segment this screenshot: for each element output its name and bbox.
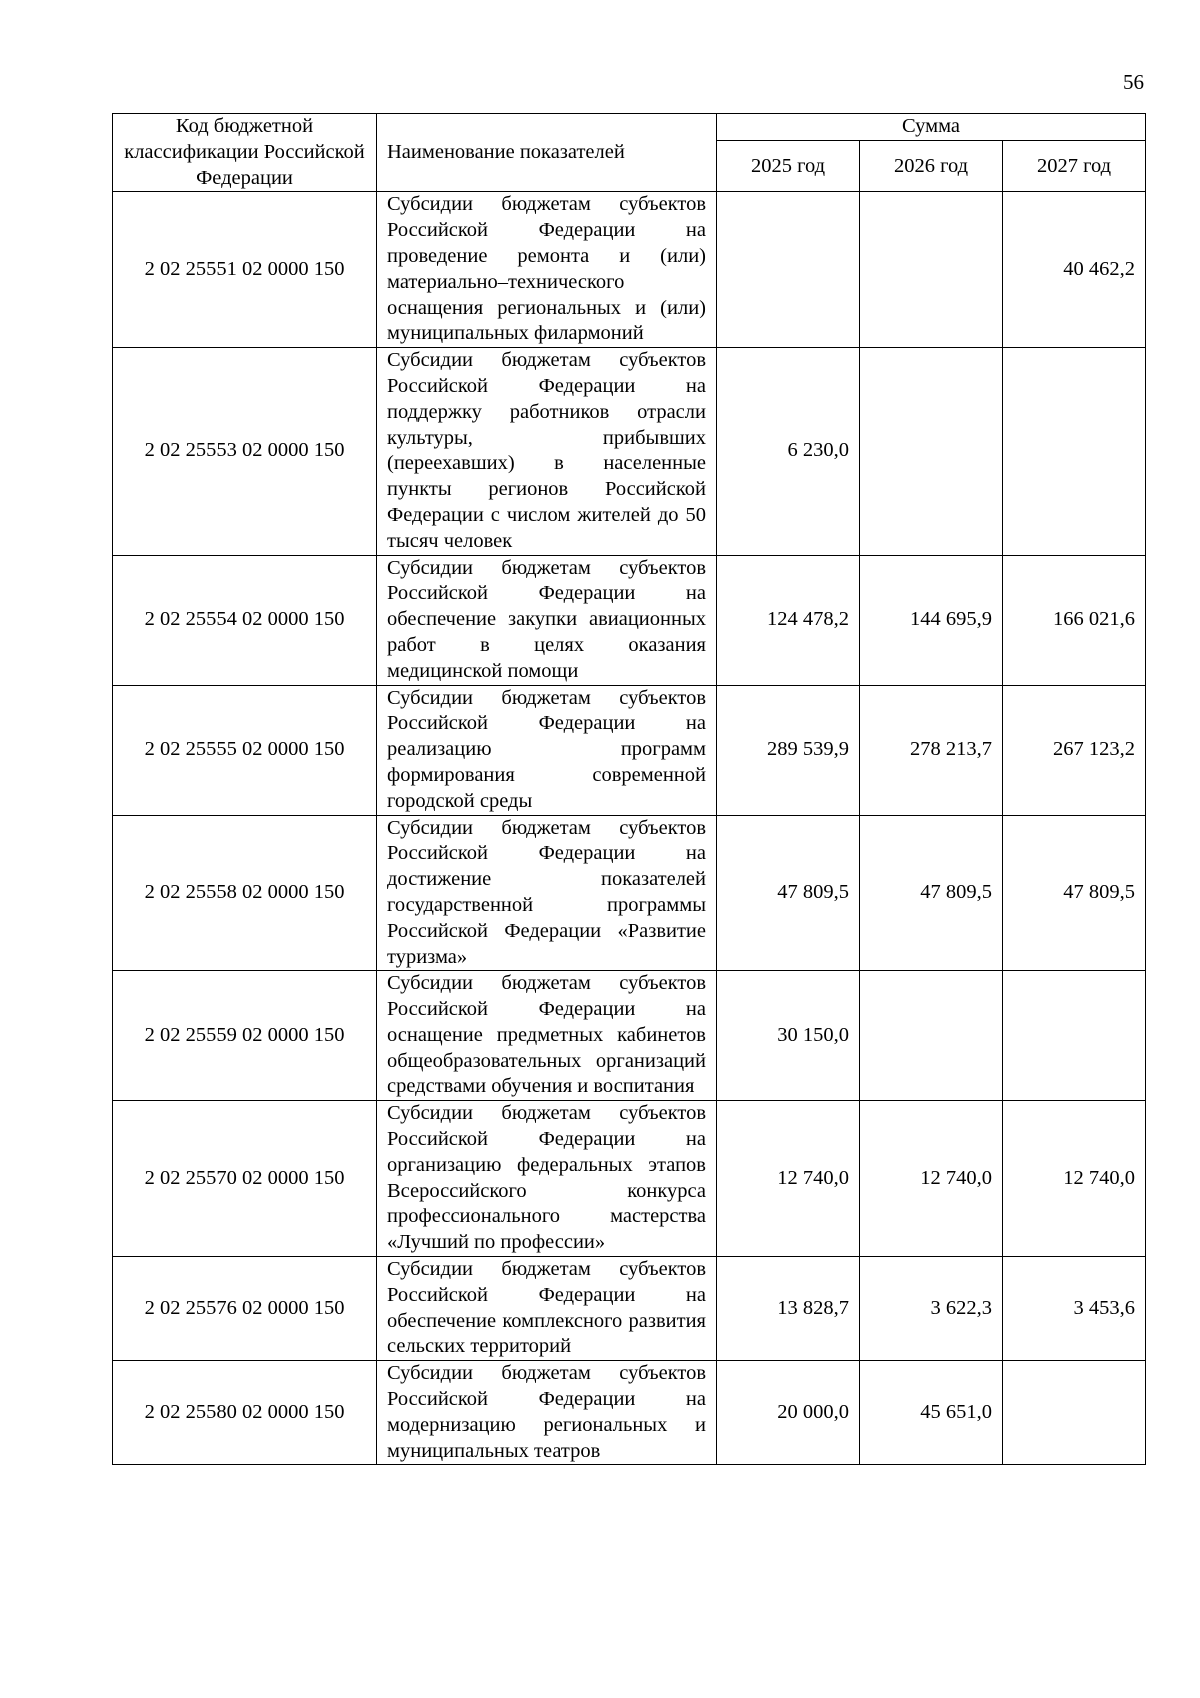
table-body (113, 192, 1146, 1465)
budget-code-cell: 2 02 25551 02 0000 150 (113, 192, 377, 348)
indicator-name-cell: Субсидии бюджетам субъектов Российской Федерации на модернизацию региональных и муниципальных театров (377, 1361, 717, 1465)
budget-code-cell: 2 02 25576 02 0000 150 (113, 1257, 377, 1361)
budget-table (112, 113, 1146, 1465)
table-row (113, 971, 1146, 1101)
budget-code-cell: 2 02 25580 02 0000 150 (113, 1361, 377, 1465)
amount-2025-cell: 289 539,9 (717, 685, 860, 815)
amount-2025-cell: 47 809,5 (717, 815, 860, 971)
budget-code-cell: 2 02 25559 02 0000 150 (113, 971, 377, 1101)
header-sum-column: Сумма (717, 114, 1146, 141)
amount-2025-cell (717, 192, 860, 348)
amount-2026-cell (860, 971, 1003, 1101)
amount-2027-cell (1003, 971, 1146, 1101)
amount-2027-cell: 267 123,2 (1003, 685, 1146, 815)
amount-2027-cell: 3 453,6 (1003, 1257, 1146, 1361)
indicator-name-cell: Субсидии бюджетам субъектов Российской Федерации на обеспечение комплексного развития сельских территорий (377, 1257, 717, 1361)
amount-2027-cell (1003, 348, 1146, 555)
indicator-name-cell: Субсидии бюджетам субъектов Российской Федерации на обеспечение закупки авиационных работ в целях оказания медицинской помощи (377, 555, 717, 685)
indicator-name-cell: Субсидии бюджетам субъектов Российской Федерации на достижение показателей государственной программы Российской Федерации «Развитие туризма» (377, 815, 717, 971)
budget-code-cell: 2 02 25555 02 0000 150 (113, 685, 377, 815)
amount-2027-cell: 47 809,5 (1003, 815, 1146, 971)
amount-2027-cell: 40 462,2 (1003, 192, 1146, 348)
amount-2025-cell: 12 740,0 (717, 1101, 860, 1257)
amount-2025-cell: 20 000,0 (717, 1361, 860, 1465)
amount-2026-cell: 12 740,0 (860, 1101, 1003, 1257)
header-year-2025: 2025 год (717, 141, 860, 192)
table-row (113, 555, 1146, 685)
header-year-2026: 2026 год (860, 141, 1003, 192)
table-row (113, 1361, 1146, 1465)
amount-2026-cell: 3 622,3 (860, 1257, 1003, 1361)
amount-2025-cell: 13 828,7 (717, 1257, 860, 1361)
budget-code-cell: 2 02 25570 02 0000 150 (113, 1101, 377, 1257)
amount-2026-cell (860, 348, 1003, 555)
amount-2025-cell: 6 230,0 (717, 348, 860, 555)
amount-2026-cell (860, 192, 1003, 348)
amount-2025-cell: 30 150,0 (717, 971, 860, 1101)
table-header (113, 114, 1146, 192)
amount-2026-cell: 47 809,5 (860, 815, 1003, 971)
amount-2027-cell: 166 021,6 (1003, 555, 1146, 685)
table-row (113, 348, 1146, 555)
indicator-name-cell: Субсидии бюджетам субъектов Российской Федерации на реализацию программ формирования современной городской среды (377, 685, 717, 815)
table-row (113, 1257, 1146, 1361)
amount-2026-cell: 45 651,0 (860, 1361, 1003, 1465)
budget-code-cell: 2 02 25558 02 0000 150 (113, 815, 377, 971)
amount-2027-cell (1003, 1361, 1146, 1465)
header-year-2027: 2027 год (1003, 141, 1146, 192)
budget-code-cell: 2 02 25553 02 0000 150 (113, 348, 377, 555)
indicator-name-cell: Субсидии бюджетам субъектов Российской Федерации на проведение ремонта и (или) материально–технического оснащения региональных и (или) муниципальных филармоний (377, 192, 717, 348)
header-code-column: Код бюджетной классификации Российской Федерации (113, 114, 377, 192)
amount-2026-cell: 144 695,9 (860, 555, 1003, 685)
amount-2027-cell: 12 740,0 (1003, 1101, 1146, 1257)
table-row (113, 685, 1146, 815)
indicator-name-cell: Субсидии бюджетам субъектов Российской Федерации на оснащение предметных кабинетов общеобразовательных организаций средствами обучения и воспитания (377, 971, 717, 1101)
header-name-column: Наименование показателей (377, 114, 717, 192)
indicator-name-cell: Субсидии бюджетам субъектов Российской Федерации на организацию федеральных этапов Всероссийского конкурса профессионального мастерства «Лучший по профессии» (377, 1101, 717, 1257)
table-row (113, 192, 1146, 348)
table-row (113, 815, 1146, 971)
budget-code-cell: 2 02 25554 02 0000 150 (113, 555, 377, 685)
page-number: 56 (1123, 70, 1144, 94)
indicator-name-cell: Субсидии бюджетам субъектов Российской Федерации на поддержку работников отрасли культуры, прибывших (переехавших) в населенные пункты регионов Российской Федерации с числом жителей до 50 тысяч человек (377, 348, 717, 555)
table-row (113, 1101, 1146, 1257)
amount-2026-cell: 278 213,7 (860, 685, 1003, 815)
amount-2025-cell: 124 478,2 (717, 555, 860, 685)
